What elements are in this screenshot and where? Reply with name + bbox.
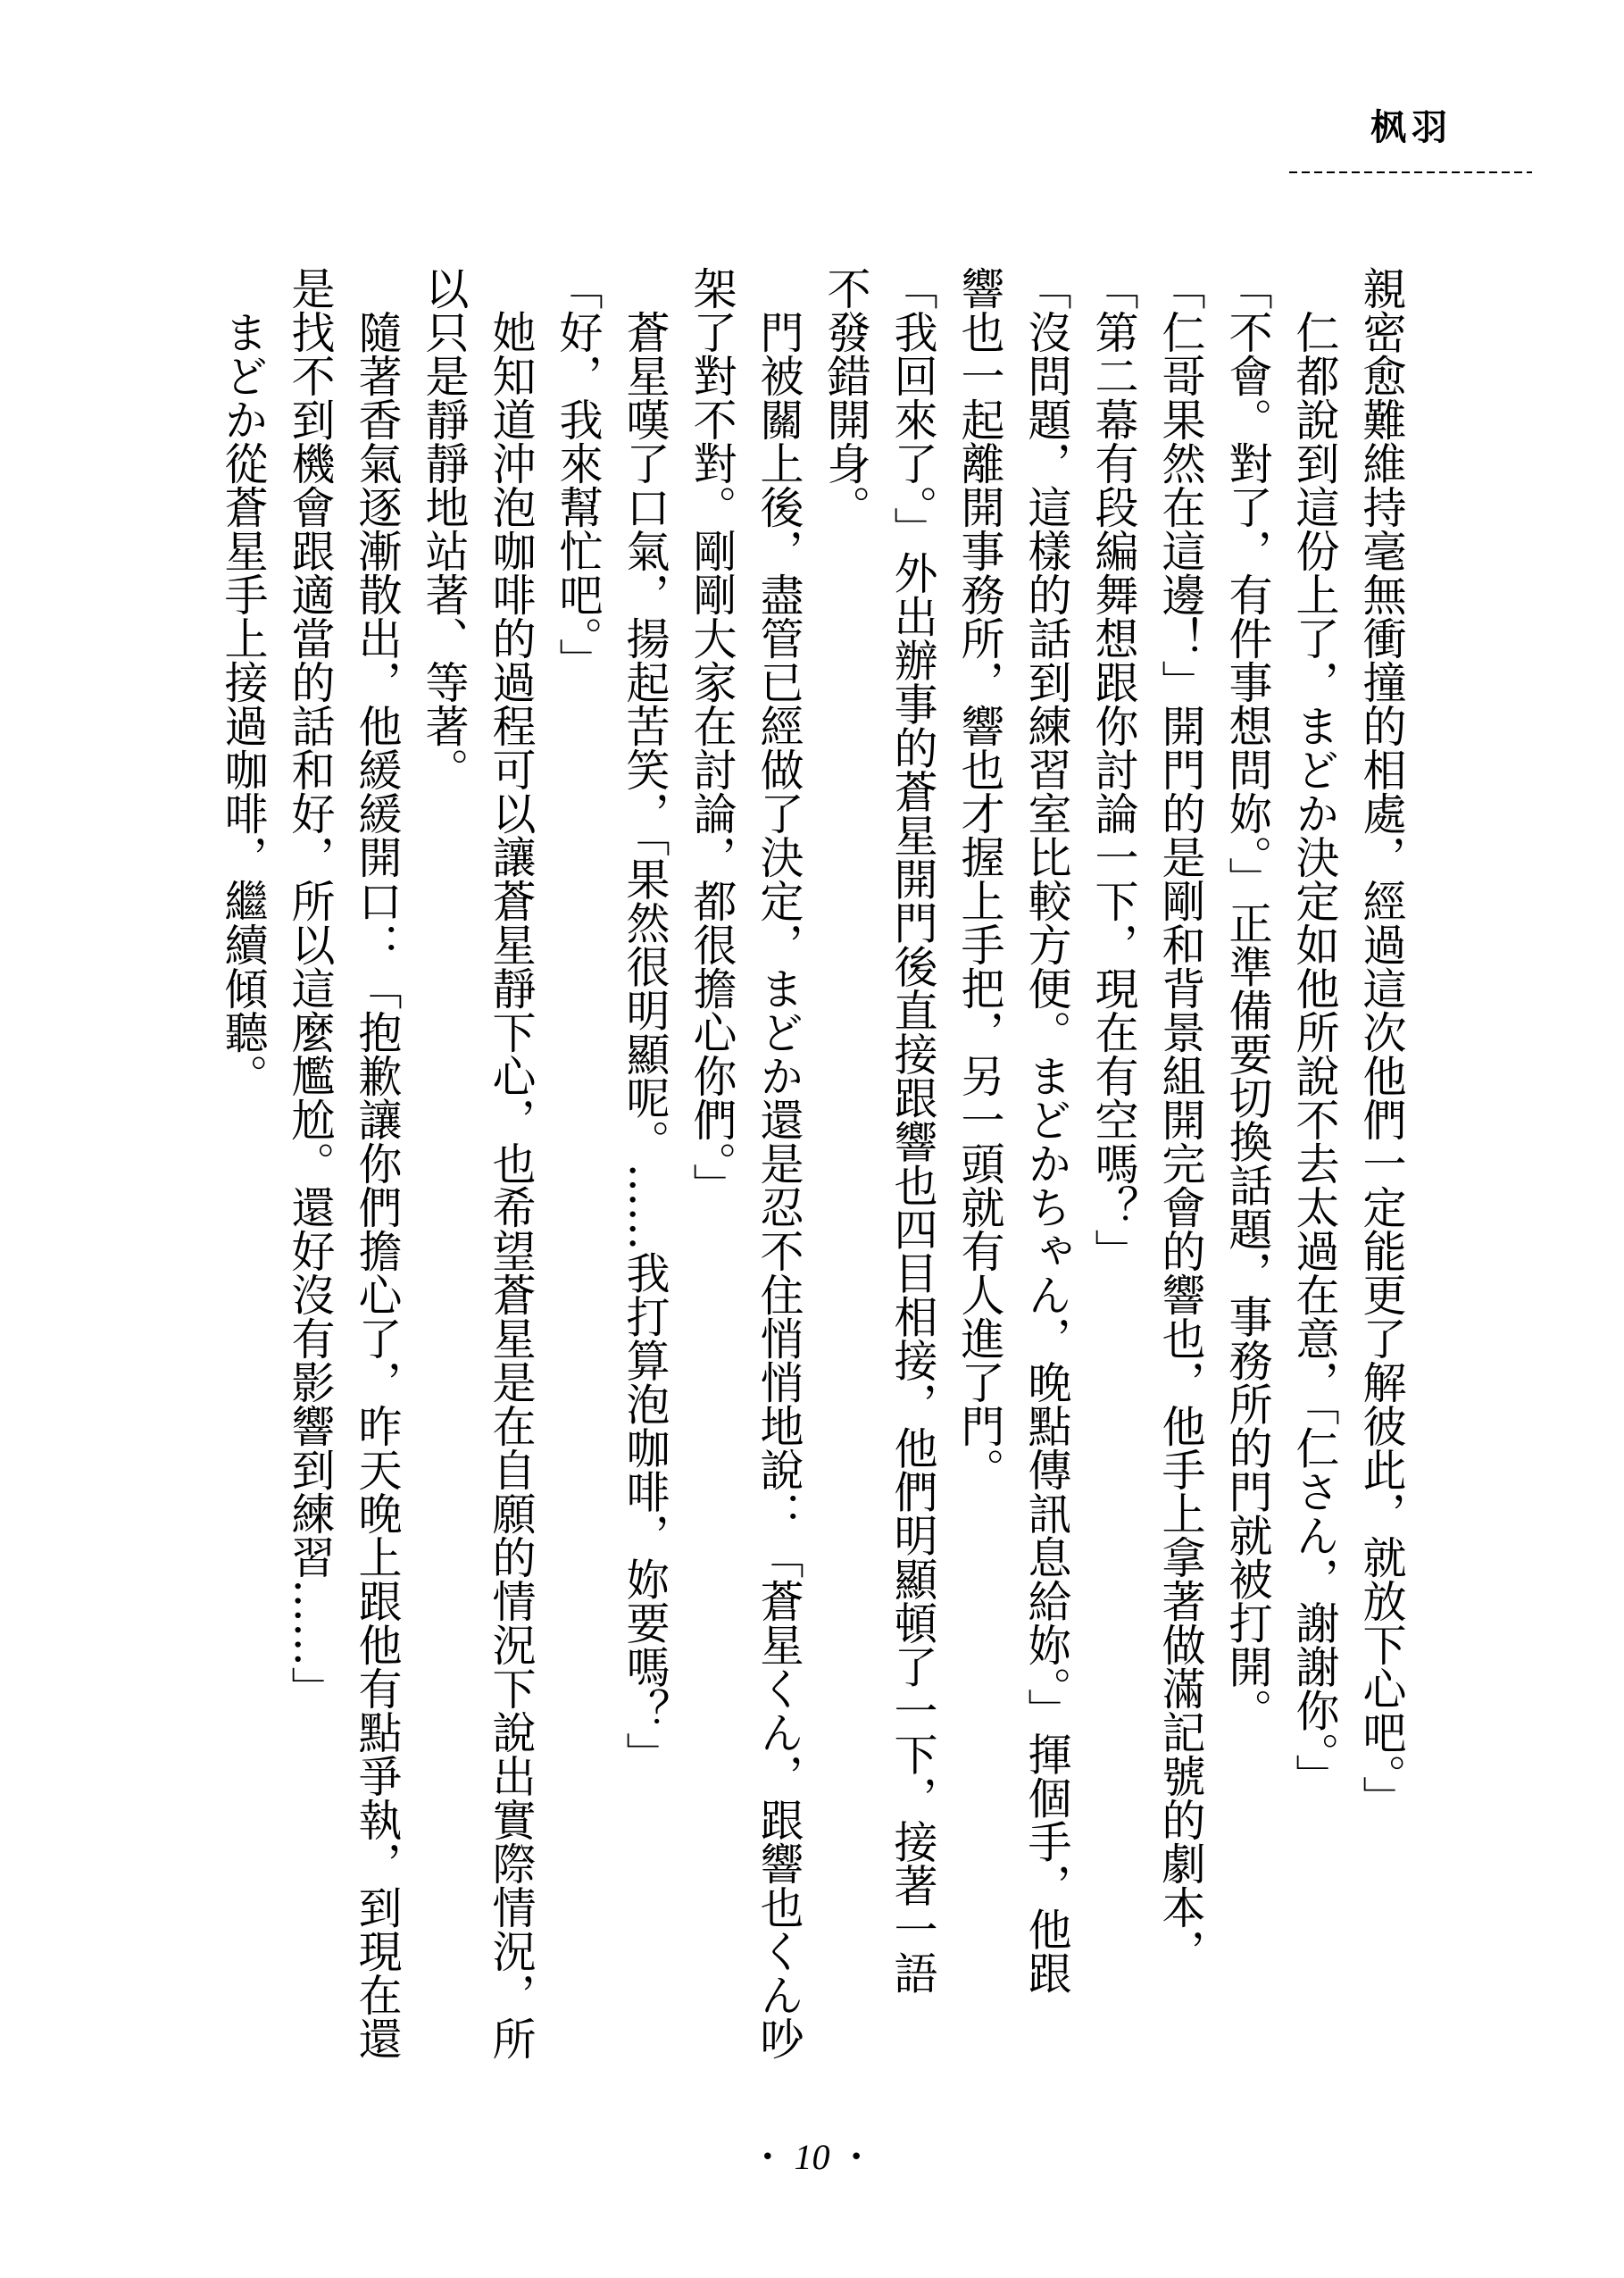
page-body: [210, 266, 1415, 2088]
text-column: 以只是靜靜地站著、等著。: [419, 266, 470, 791]
text-column: 響也一起離開事務所，響也才握上手把，另一頭就有人進了門。: [954, 266, 1005, 1491]
text-column: 仁都說到這份上了，まどか決定如他所說不去太過在意，「仁さん，謝謝你。」: [1289, 310, 1340, 1798]
text-column: 親密愈難維持毫無衝撞的相處，經過這次他們一定能更了解彼此，就放下心吧。」: [1356, 266, 1407, 1820]
text-column: 不發錯開身。: [820, 266, 871, 529]
text-column: 她知道沖泡咖啡的過程可以讓蒼星靜下心，也希望蒼星是在自願的情況下說出實際情況，所: [486, 310, 537, 2060]
text-column: まどか從蒼星手上接過咖啡，繼續傾聽。: [218, 310, 269, 1097]
text-column: 「仁哥果然在這邊！」開門的是剛和背景組開完會的響也，他手上拿著做滿記號的劇本，: [1155, 266, 1206, 1973]
page-number-ornament-left: •: [761, 2144, 775, 2171]
text-column: 「好，我來幫忙吧。」: [553, 266, 604, 682]
text-column: 「我回來了。」外出辦事的蒼星開門後直接跟響也四目相接，他們明顯頓了一下，接著一語: [887, 266, 938, 1995]
running-head-rule: [1289, 171, 1532, 173]
text-column: 「沒問題，這樣的話到練習室比較方便。まどかちゃん，晚點傳訊息給妳。」揮個手，他跟: [1021, 266, 1072, 1995]
page-number: 10: [794, 2137, 830, 2177]
page-number-ornament-right: •: [849, 2144, 863, 2171]
text-column: 「不會。對了，有件事想問妳。」正準備要切換話題，事務所的門就被打開。: [1222, 266, 1273, 1732]
text-column: 隨著香氣逐漸散出，他緩緩開口：「抱歉讓你們擔心了，昨天晚上跟他有點爭執，到現在還: [352, 310, 403, 2060]
text-column: 架了對不對。剛剛大家在討論，都很擔心你們。」: [687, 266, 737, 1207]
page-footer: [0, 2132, 1624, 2182]
running-head: 枫羽: [1370, 106, 1453, 148]
text-column: 蒼星嘆了口氣，揚起苦笑，「果然很明顯呢。……我打算泡咖啡，妳要嗎？」: [620, 310, 670, 1776]
text-column: 是找不到機會跟適當的話和好，所以這麼尷尬。還好沒有影響到練習……」: [285, 266, 336, 1710]
text-column: 門被關上後，盡管已經做了決定，まどか還是忍不住悄悄地說：「蒼星くん，跟響也くん吵: [754, 310, 804, 2060]
text-column: 「第二幕有段編舞想跟你討論一下，現在有空嗎？」: [1088, 266, 1139, 1273]
